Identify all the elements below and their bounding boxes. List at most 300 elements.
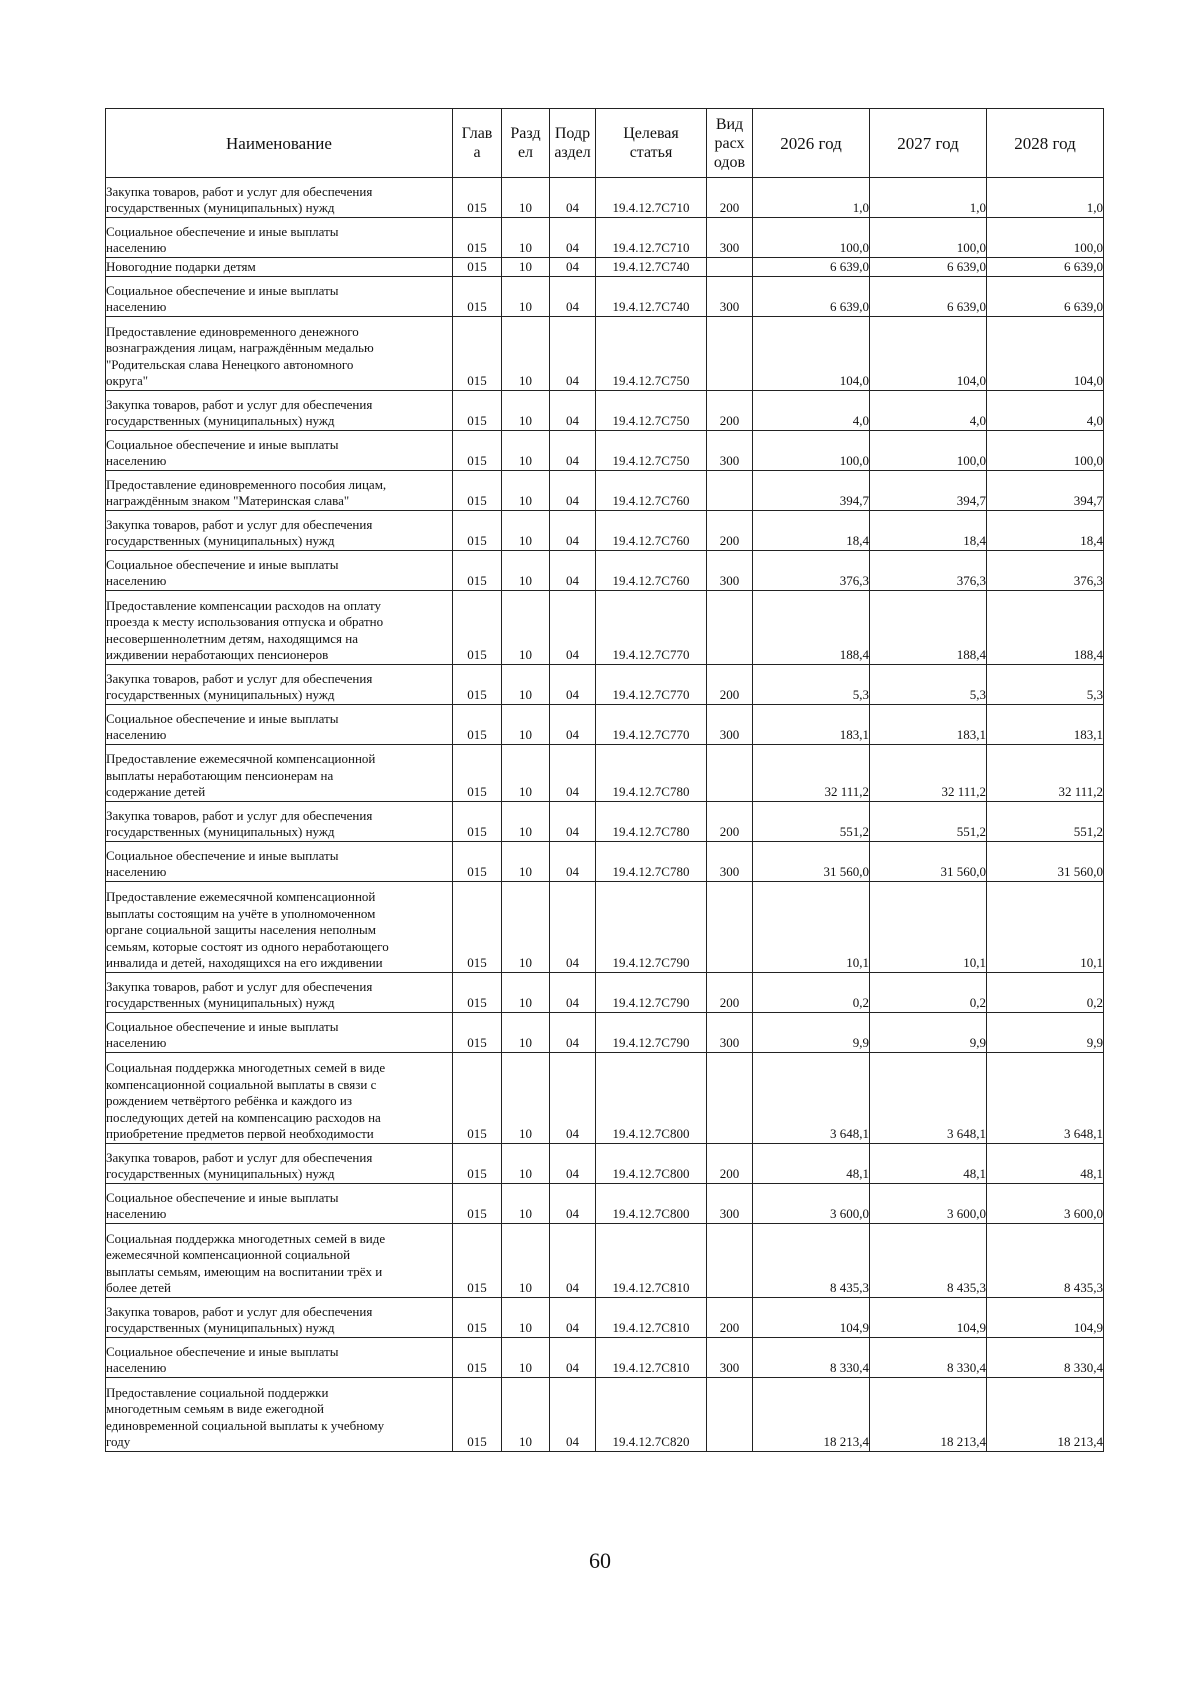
cell-glava: 015 [453,665,502,705]
cell-glava: 015 [453,842,502,882]
cell-name-line: государственных (муниципальных) нужд [106,687,335,703]
cell-2028: 3 600,0 [987,1184,1104,1224]
cell-2028: 376,3 [987,551,1104,591]
cell-razdel: 10 [502,317,550,391]
table-row [106,842,1104,882]
cell-vid: 200 [707,1144,753,1184]
cell-name-line: населению [106,1206,167,1222]
table-row [106,258,1104,277]
budget-table [105,108,1104,1452]
cell-podrazdel: 04 [550,277,596,317]
cell-2028: 10,1 [987,882,1104,973]
cell-name [106,471,453,511]
cell-podrazdel: 04 [550,973,596,1013]
cell-razdel: 10 [502,802,550,842]
table-row [106,431,1104,471]
cell-2027: 1,0 [870,178,987,218]
cell-statya: 19.4.12.7С710 [596,218,707,258]
cell-name-line: несовершеннолетним детям, находящимся на [106,630,358,646]
cell-2027: 8 330,4 [870,1338,987,1378]
table-row [106,1298,1104,1338]
cell-2028: 8 330,4 [987,1338,1104,1378]
cell-vid: 300 [707,551,753,591]
cell-statya: 19.4.12.7С800 [596,1184,707,1224]
cell-name-line: населению [106,1035,167,1051]
cell-name-line: Социальное обеспечение и иные выплаты [106,282,339,298]
cell-name [106,1338,453,1378]
cell-name-line: Закупка товаров, работ и услуг для обеспечения [106,670,373,686]
cell-vid: 200 [707,1298,753,1338]
cell-statya: 19.4.12.7С810 [596,1298,707,1338]
cell-name [106,511,453,551]
cell-razdel: 10 [502,745,550,802]
cell-statya: 19.4.12.7С770 [596,665,707,705]
cell-name-line: государственных (муниципальных) нужд [106,1320,335,1336]
cell-glava: 015 [453,431,502,471]
table-row [106,665,1104,705]
cell-podrazdel: 04 [550,665,596,705]
table-row [106,277,1104,317]
cell-podrazdel: 04 [550,218,596,258]
cell-razdel: 10 [502,471,550,511]
cell-podrazdel: 04 [550,391,596,431]
cell-statya: 19.4.12.7С770 [596,591,707,665]
cell-2028: 32 111,2 [987,745,1104,802]
cell-2026: 3 600,0 [753,1184,870,1224]
cell-podrazdel: 04 [550,1053,596,1144]
cell-vid: 300 [707,705,753,745]
cell-2026: 551,2 [753,802,870,842]
table-row [106,802,1104,842]
cell-2028: 188,4 [987,591,1104,665]
cell-2028: 3 648,1 [987,1053,1104,1144]
cell-name-line: выплаты семьям, имеющим на воспитании трёх и [106,1263,383,1279]
cell-name [106,802,453,842]
cell-razdel: 10 [502,178,550,218]
cell-statya: 19.4.12.7С710 [596,178,707,218]
cell-podrazdel: 04 [550,1298,596,1338]
cell-statya: 19.4.12.7С790 [596,973,707,1013]
cell-name-line: проезда к месту использования отпуска и обратно [106,614,384,630]
cell-name [106,218,453,258]
table-row [106,178,1104,218]
cell-vid: 300 [707,1184,753,1224]
cell-statya: 19.4.12.7С760 [596,511,707,551]
cell-glava: 015 [453,802,502,842]
cell-vid: 300 [707,1338,753,1378]
cell-2026: 18,4 [753,511,870,551]
cell-2028: 31 560,0 [987,842,1104,882]
header-name: Наименование [106,109,453,178]
table-row [106,391,1104,431]
cell-podrazdel: 04 [550,1378,596,1452]
cell-glava: 015 [453,178,502,218]
cell-name [106,973,453,1013]
cell-name [106,551,453,591]
table-row [106,1378,1104,1452]
cell-glava: 015 [453,705,502,745]
cell-name-line: Предоставление единовременного денежного [106,323,359,339]
cell-podrazdel: 04 [550,431,596,471]
cell-podrazdel: 04 [550,317,596,391]
table-row [106,1184,1104,1224]
cell-glava: 015 [453,1298,502,1338]
cell-name-line: Предоставление компенсации расходов на оплату [106,597,381,613]
table-row [106,1013,1104,1053]
cell-2026: 3 648,1 [753,1053,870,1144]
cell-statya: 19.4.12.7С740 [596,277,707,317]
cell-2027: 100,0 [870,431,987,471]
cell-name-line: награждённым знаком "Материнская слава" [106,493,350,509]
cell-glava: 015 [453,391,502,431]
cell-name [106,1184,453,1224]
cell-vid [707,258,753,277]
cell-razdel: 10 [502,1184,550,1224]
cell-glava: 015 [453,882,502,973]
cell-name-line: Новогодние подарки детям [106,259,256,275]
cell-vid: 300 [707,842,753,882]
cell-vid: 300 [707,431,753,471]
cell-glava: 015 [453,471,502,511]
cell-2028: 48,1 [987,1144,1104,1184]
cell-2026: 8 435,3 [753,1224,870,1298]
cell-name-line: содержание детей [106,784,206,800]
cell-2026: 10,1 [753,882,870,973]
table-row [106,218,1104,258]
cell-vid: 300 [707,1013,753,1053]
cell-2027: 551,2 [870,802,987,842]
cell-name [106,665,453,705]
cell-name-line: государственных (муниципальных) нужд [106,533,335,549]
cell-name-line: органе социальной защиты населения неполным [106,922,377,938]
cell-name-line: Социальное обеспечение и иные выплаты [106,436,339,452]
table-row [106,1144,1104,1184]
table-row [106,973,1104,1013]
cell-name [106,842,453,882]
cell-2027: 6 639,0 [870,258,987,277]
cell-vid: 200 [707,973,753,1013]
cell-2027: 188,4 [870,591,987,665]
table-row [106,591,1104,665]
cell-podrazdel: 04 [550,1184,596,1224]
cell-razdel: 10 [502,705,550,745]
cell-2026: 376,3 [753,551,870,591]
cell-name-line: Предоставление социальной поддержки [106,1384,329,1400]
cell-statya: 19.4.12.7С810 [596,1224,707,1298]
cell-name-line: последующих детей на компенсацию расходов на [106,1109,381,1125]
cell-vid [707,317,753,391]
cell-vid [707,1053,753,1144]
cell-vid: 200 [707,511,753,551]
cell-2026: 6 639,0 [753,277,870,317]
cell-name [106,745,453,802]
cell-2028: 6 639,0 [987,277,1104,317]
cell-name-line: рождением четвёртого ребёнка и каждого из [106,1093,352,1109]
cell-razdel: 10 [502,431,550,471]
cell-podrazdel: 04 [550,471,596,511]
header-statya: Целевая статья [596,109,707,178]
cell-2028: 0,2 [987,973,1104,1013]
cell-podrazdel: 04 [550,1338,596,1378]
cell-name [106,1144,453,1184]
cell-2026: 5,3 [753,665,870,705]
cell-2028: 104,9 [987,1298,1104,1338]
cell-2026: 0,2 [753,973,870,1013]
cell-razdel: 10 [502,591,550,665]
cell-name [106,1378,453,1452]
cell-name-line: Закупка товаров, работ и услуг для обеспечения [106,1149,373,1165]
cell-name-line: ежемесячной компенсационной социальной [106,1247,351,1263]
cell-glava: 015 [453,591,502,665]
cell-2028: 183,1 [987,705,1104,745]
cell-name-line: государственных (муниципальных) нужд [106,824,335,840]
cell-name [106,178,453,218]
cell-name-line: иждивении неработающих пенсионеров [106,647,329,663]
cell-vid [707,1224,753,1298]
cell-name-line: приобретение предметов первой необходимости [106,1126,374,1142]
cell-2026: 394,7 [753,471,870,511]
cell-name-line: выплаты состоящим на учёте в уполномоченном [106,905,376,921]
cell-name [106,1013,453,1053]
cell-name-line: Социальная поддержка многодетных семей в виде [106,1230,386,1246]
cell-2028: 5,3 [987,665,1104,705]
cell-vid [707,1378,753,1452]
cell-2027: 100,0 [870,218,987,258]
cell-2026: 188,4 [753,591,870,665]
cell-name-line: Социальное обеспечение и иные выплаты [106,1018,339,1034]
cell-2028: 394,7 [987,471,1104,511]
table-row [106,1053,1104,1144]
cell-name-line: Социальное обеспечение и иные выплаты [106,847,339,863]
cell-razdel: 10 [502,551,550,591]
header-razdel: Разд ел [502,109,550,178]
cell-2027: 9,9 [870,1013,987,1053]
cell-name-line: Закупка товаров, работ и услуг для обеспечения [106,807,373,823]
cell-name-line: "Родительская слава Ненецкого автономного [106,356,354,372]
table-row [106,317,1104,391]
cell-statya: 19.4.12.7С760 [596,471,707,511]
cell-2027: 48,1 [870,1144,987,1184]
cell-glava: 015 [453,973,502,1013]
cell-name-line: Социальное обеспечение и иные выплаты [106,710,339,726]
cell-2027: 104,9 [870,1298,987,1338]
cell-2028: 100,0 [987,218,1104,258]
cell-name-line: более детей [106,1280,172,1296]
cell-statya: 19.4.12.7С800 [596,1144,707,1184]
cell-2027: 18,4 [870,511,987,551]
cell-2028: 104,0 [987,317,1104,391]
cell-razdel: 10 [502,973,550,1013]
cell-name [106,591,453,665]
cell-2026: 104,0 [753,317,870,391]
cell-name-line: Закупка товаров, работ и услуг для обеспечения [106,396,373,412]
cell-2028: 6 639,0 [987,258,1104,277]
cell-2027: 5,3 [870,665,987,705]
cell-statya: 19.4.12.7С820 [596,1378,707,1452]
cell-2026: 183,1 [753,705,870,745]
cell-statya: 19.4.12.7С750 [596,431,707,471]
cell-razdel: 10 [502,391,550,431]
cell-2028: 551,2 [987,802,1104,842]
cell-glava: 015 [453,1224,502,1298]
cell-2027: 31 560,0 [870,842,987,882]
cell-name [106,882,453,973]
cell-vid: 200 [707,665,753,705]
cell-name-line: округа" [106,373,149,389]
cell-statya: 19.4.12.7С780 [596,842,707,882]
cell-statya: 19.4.12.7С750 [596,317,707,391]
cell-name [106,705,453,745]
cell-name-line: населению [106,299,167,315]
cell-statya: 19.4.12.7С780 [596,802,707,842]
cell-name [106,1053,453,1144]
cell-name [106,1298,453,1338]
cell-2028: 100,0 [987,431,1104,471]
cell-podrazdel: 04 [550,882,596,973]
cell-glava: 015 [453,1013,502,1053]
cell-2027: 8 435,3 [870,1224,987,1298]
cell-name-line: населению [106,240,167,256]
cell-2026: 4,0 [753,391,870,431]
header-vid: Вид расх одов [707,109,753,178]
cell-2027: 3 600,0 [870,1184,987,1224]
cell-name-line: Закупка товаров, работ и услуг для обеспечения [106,183,373,199]
header-glava: Глав а [453,109,502,178]
cell-glava: 015 [453,745,502,802]
cell-glava: 015 [453,317,502,391]
cell-name [106,431,453,471]
cell-razdel: 10 [502,882,550,973]
cell-razdel: 10 [502,842,550,882]
table-row [106,745,1104,802]
cell-2028: 1,0 [987,178,1104,218]
cell-razdel: 10 [502,1013,550,1053]
cell-vid [707,745,753,802]
cell-statya: 19.4.12.7С790 [596,882,707,973]
table-row [106,471,1104,511]
cell-2027: 3 648,1 [870,1053,987,1144]
cell-podrazdel: 04 [550,705,596,745]
cell-2028: 8 435,3 [987,1224,1104,1298]
cell-vid [707,591,753,665]
cell-podrazdel: 04 [550,551,596,591]
table-row [106,1224,1104,1298]
cell-2027: 4,0 [870,391,987,431]
cell-name-line: населению [106,864,167,880]
cell-name-line: вознаграждения лицам, награждённым медалью [106,340,374,356]
header-2026: 2026 год [753,109,870,178]
cell-2027: 0,2 [870,973,987,1013]
cell-2026: 31 560,0 [753,842,870,882]
cell-2027: 376,3 [870,551,987,591]
cell-name-line: населению [106,573,167,589]
cell-razdel: 10 [502,1378,550,1452]
cell-name [106,1224,453,1298]
cell-2027: 6 639,0 [870,277,987,317]
cell-podrazdel: 04 [550,745,596,802]
cell-2026: 8 330,4 [753,1338,870,1378]
table-row [106,551,1104,591]
cell-2026: 18 213,4 [753,1378,870,1452]
cell-statya: 19.4.12.7С790 [596,1013,707,1053]
cell-podrazdel: 04 [550,1144,596,1184]
cell-2026: 6 639,0 [753,258,870,277]
table-row [106,511,1104,551]
cell-name-line: единовременной социальной выплаты к учебному [106,1417,385,1433]
cell-razdel: 10 [502,258,550,277]
cell-podrazdel: 04 [550,1013,596,1053]
cell-name-line: государственных (муниципальных) нужд [106,413,335,429]
cell-podrazdel: 04 [550,842,596,882]
cell-2027: 183,1 [870,705,987,745]
table-row [106,1338,1104,1378]
cell-name-line: населению [106,453,167,469]
cell-2026: 32 111,2 [753,745,870,802]
cell-podrazdel: 04 [550,511,596,551]
cell-name-line: году [106,1434,131,1450]
cell-name-line: Закупка товаров, работ и услуг для обеспечения [106,516,373,532]
cell-vid: 200 [707,802,753,842]
cell-2026: 104,9 [753,1298,870,1338]
cell-razdel: 10 [502,218,550,258]
cell-podrazdel: 04 [550,1224,596,1298]
cell-name-line: государственных (муниципальных) нужд [106,1166,335,1182]
cell-name-line: Предоставление единовременного пособия лицам, [106,476,387,492]
cell-glava: 015 [453,1144,502,1184]
cell-glava: 015 [453,511,502,551]
header-podrazdel: Подр аздел [550,109,596,178]
cell-podrazdel: 04 [550,178,596,218]
cell-vid [707,882,753,973]
cell-name [106,317,453,391]
cell-name-line: Социальное обеспечение и иные выплаты [106,1343,339,1359]
cell-vid [707,471,753,511]
cell-razdel: 10 [502,1224,550,1298]
cell-name-line: семьям, которые состоят из одного неработающего [106,938,389,954]
cell-glava: 015 [453,1338,502,1378]
cell-2027: 32 111,2 [870,745,987,802]
cell-glava: 015 [453,1378,502,1452]
page-number: 60 [589,1548,611,1573]
cell-glava: 015 [453,218,502,258]
cell-name-line: Закупка товаров, работ и услуг для обеспечения [106,1303,373,1319]
cell-name-line: Предоставление ежемесячной компенсационной [106,889,376,905]
cell-vid: 300 [707,277,753,317]
cell-razdel: 10 [502,1298,550,1338]
cell-name-line: Социальное обеспечение и иные выплаты [106,223,339,239]
cell-statya: 19.4.12.7С740 [596,258,707,277]
cell-razdel: 10 [502,665,550,705]
cell-glava: 015 [453,277,502,317]
cell-vid: 200 [707,178,753,218]
cell-statya: 19.4.12.7С800 [596,1053,707,1144]
cell-razdel: 10 [502,1053,550,1144]
cell-statya: 19.4.12.7С780 [596,745,707,802]
cell-podrazdel: 04 [550,258,596,277]
cell-vid: 300 [707,218,753,258]
cell-2027: 10,1 [870,882,987,973]
cell-2028: 9,9 [987,1013,1104,1053]
cell-razdel: 10 [502,1144,550,1184]
cell-glava: 015 [453,258,502,277]
cell-razdel: 10 [502,1338,550,1378]
cell-name-line: государственных (муниципальных) нужд [106,200,335,216]
cell-name-line: населению [106,1360,167,1376]
cell-podrazdel: 04 [550,802,596,842]
cell-2028: 4,0 [987,391,1104,431]
cell-name-line: Предоставление ежемесячной компенсационной [106,751,376,767]
cell-2027: 18 213,4 [870,1378,987,1452]
